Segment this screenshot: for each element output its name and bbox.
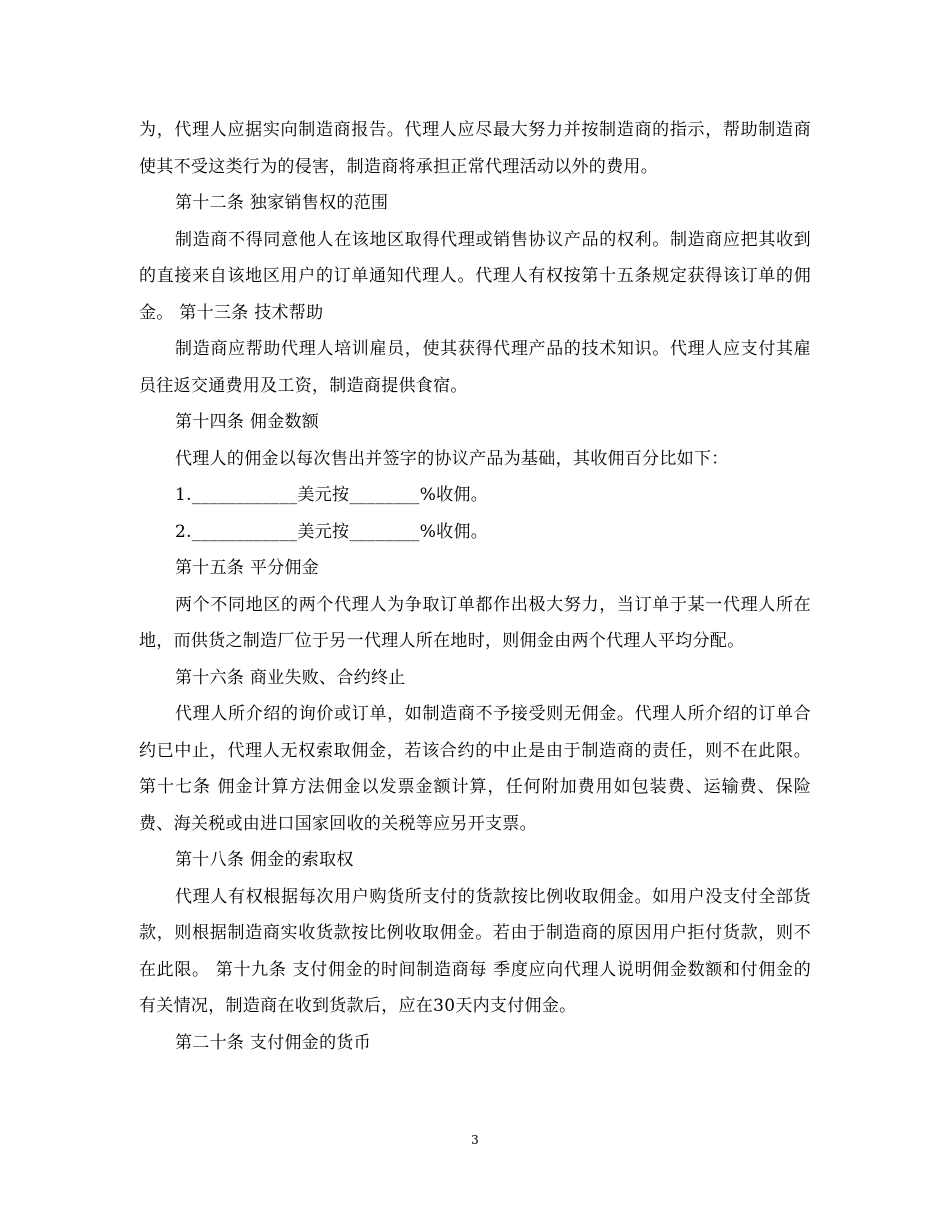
document-body [139, 112, 811, 1061]
article-18-heading: 第十八条 佣金的索取权 [175, 850, 354, 870]
commission-rate-item-1: 1.____________美元按________%收佣。 [175, 485, 489, 505]
page-number: 3 [471, 1133, 479, 1147]
article-15-body: 两个不同地区的两个代理人为争取订单都作出极大努力，当订单于某一代理人所在地，而供货之制造厂位于另一代理人所在地时，则佣金由两个代理人平均分配。 [139, 594, 811, 651]
article-14-heading: 第十四条 佣金数额 [175, 412, 320, 432]
article-18-body: 代理人有权根据每次用户购货所支付的货款按比例收取佣金。如用户没支付全部货款，则根据制造商实收货款按比例收取佣金。若由于制造商的原因用户拒付货款，则不在此限。 第十九条 支付佣金的时间制造商每 季度应向代理人说明佣金数额和付佣金的有关情况，制造商在收到货款后，应在30天内支付佣金。 [139, 886, 811, 1016]
article-16-heading: 第十六条 商业失败、合约终止 [175, 667, 406, 688]
article-15-heading: 第十五条 平分佣金 [175, 558, 320, 578]
article-12-body: 制造商不得同意他人在该地区取得代理或销售协议产品的权利。制造商应把其收到的直接来自该地区用户的订单通知代理人。代理人有权按第十五条规定获得该订单的佣金。 第十三条 技术帮助 [139, 229, 811, 323]
article-12-heading: 第十二条 独家销售权的范围 [175, 193, 389, 213]
paragraph-continuation: 为，代理人应据实向制造商报告。代理人应尽最大努力并按制造商的指示，帮助制造商使其不受这类行为的侵害，制造商将承担正常代理活动以外的费用。 [139, 120, 811, 177]
article-14-body: 代理人的佣金以每次售出并签字的协议产品为基础，其收佣百分比如下： [175, 448, 729, 469]
article-13-body: 制造商应帮助代理人培训雇员，使其获得代理产品的技术知识。代理人应支付其雇员往返交通费用及工资，制造商提供食宿。 [139, 339, 811, 396]
article-16-body: 代理人所介绍的询价或订单，如制造商不予接受则无佣金。代理人所介绍的订单合约已中止，代理人无权索取佣金，若该合约的中止是由于制造商的责任，则不在此限。 第十七条 佣金计算方法佣金以发票金额计算，任何附加费用如包装费、运输费、保险费、海关税或由进口国家回收的关税等应另开支票。 [139, 704, 811, 834]
article-20-heading: 第二十条 支付佣金的货币 [175, 1032, 372, 1053]
commission-rate-item-2: 2.____________美元按________%收佣。 [175, 521, 489, 542]
